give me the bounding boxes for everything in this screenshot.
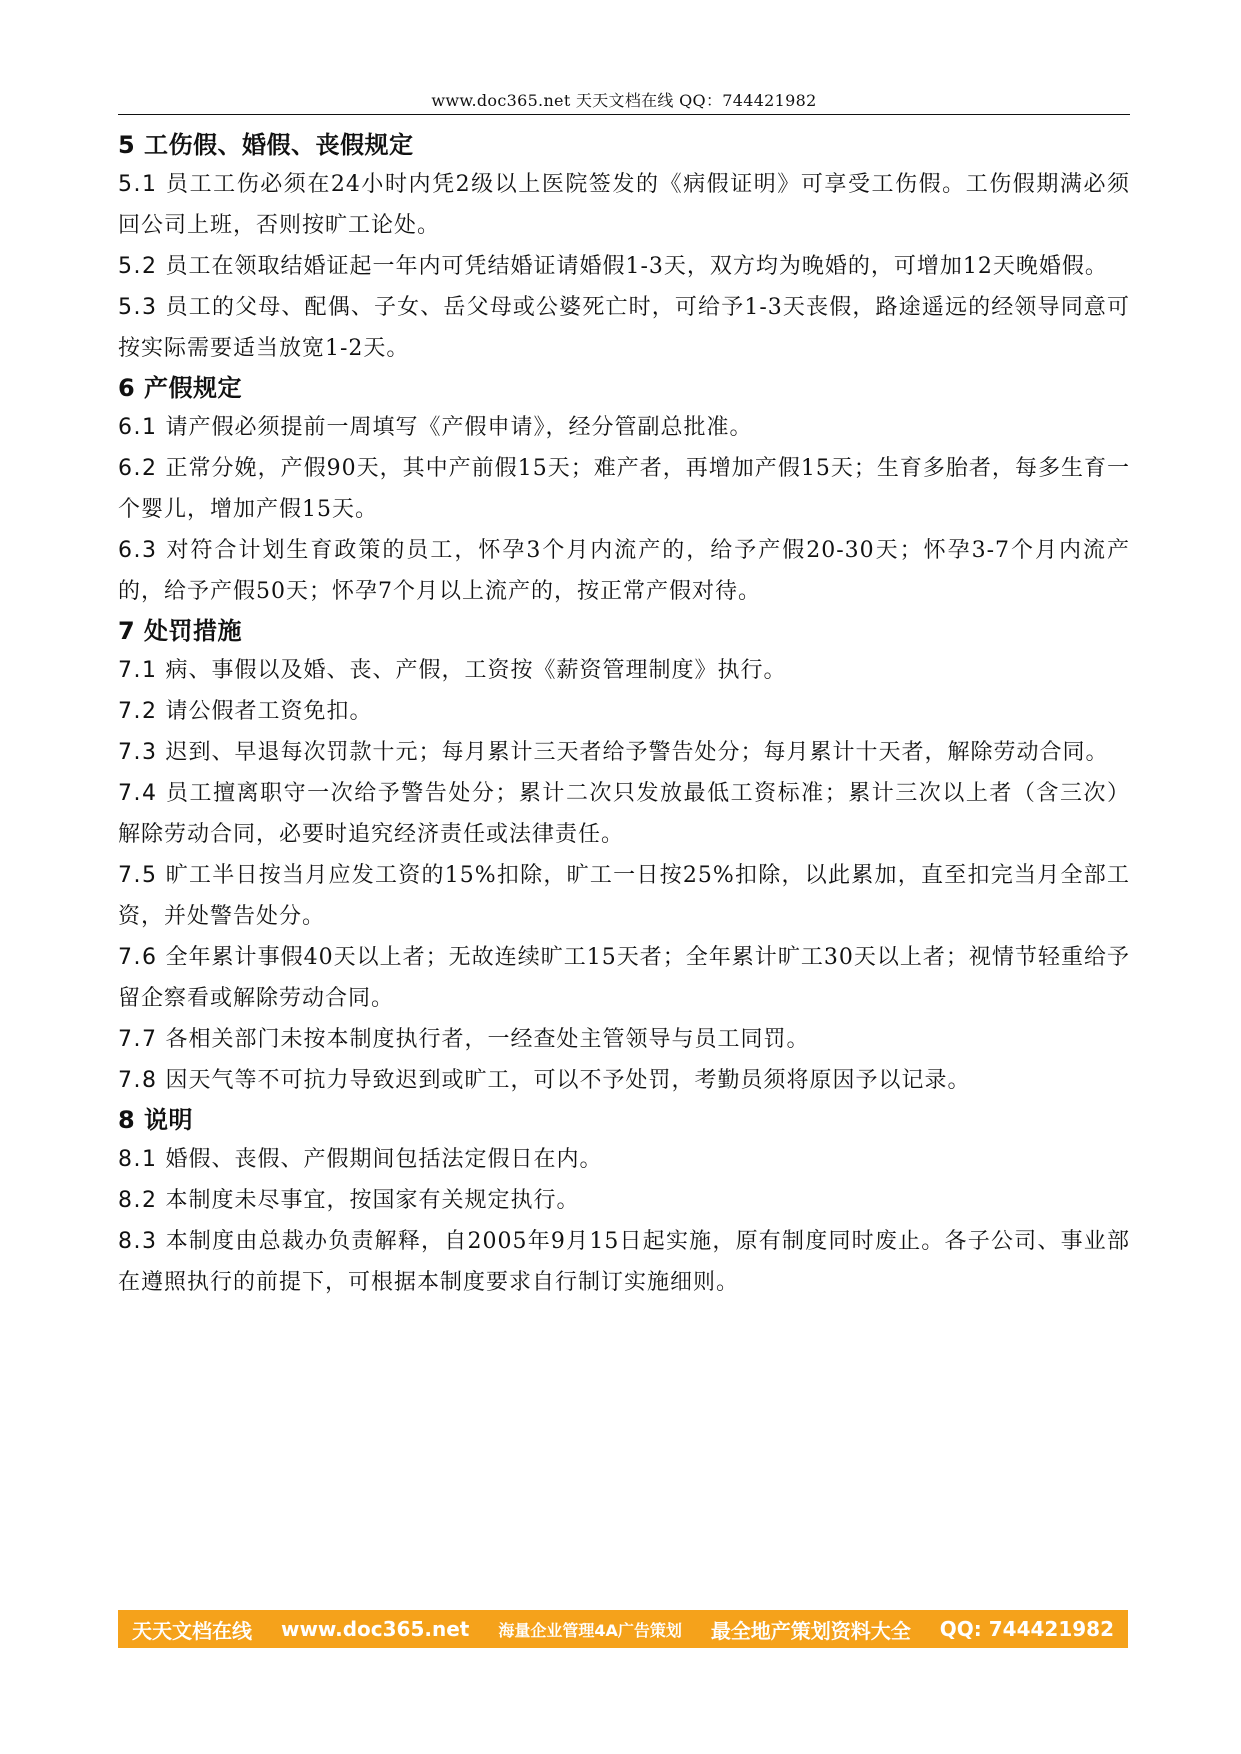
clause-text: 对符合计划生育政策的员工，怀孕3个月内流产的，给予产假20-30天；怀孕3-7个月内流产的，给予产假50天；怀孕7个月以上流产的，按正常产假对待。	[118, 538, 1130, 604]
header-divider	[118, 114, 1130, 115]
clause-number: 7.7	[118, 1027, 158, 1052]
clause-text: 请产假必须提前一周填写《产假申请》，经分管副总批准。	[165, 415, 753, 440]
clause-8-1	[118, 1139, 1130, 1180]
clause-text: 婚假、丧假、产假期间包括法定假日在内。	[165, 1147, 603, 1172]
clause-number: 7.3	[118, 740, 158, 765]
clause-number: 6.1	[118, 415, 158, 440]
clause-number: 6.3	[118, 538, 158, 563]
clause-number: 7.1	[118, 658, 158, 683]
clause-number: 7.2	[118, 699, 158, 724]
clause-number: 8.1	[118, 1147, 158, 1172]
clause-text: 员工擅离职守一次给予警告处分；累计二次只发放最低工资标准；累计三次以上者（含三次）解除劳动合同，必要时追究经济责任或法律责任。	[118, 781, 1130, 847]
clause-text: 旷工半日按当月应发工资的15%扣除，旷工一日按25%扣除，以此累加，直至扣完当月全部工资，并处警告处分。	[118, 863, 1130, 929]
clause-text: 迟到、早退每次罚款十元；每月累计三天者给予警告处分；每月累计十天者，解除劳动合同。	[165, 740, 1109, 765]
clause-7-2	[118, 691, 1130, 732]
section-heading: 8 说明	[118, 1106, 194, 1134]
footer-url[interactable]: www.doc365.net	[280, 1617, 470, 1641]
clause-5-1	[118, 164, 1130, 246]
clause-text: 全年累计事假40天以上者；无故连续旷工15天者；全年累计旷工30天以上者；视情节轻重给予留企察看或解除劳动合同。	[118, 945, 1130, 1011]
footer-site-name: 天天文档在线	[132, 1618, 252, 1643]
clause-number: 5.1	[118, 172, 158, 197]
clause-7-8	[118, 1060, 1130, 1101]
clause-number: 5.2	[118, 254, 158, 279]
clause-text: 因天气等不可抗力导致迟到或旷工，可以不予处罚，考勤员须将原因予以记录。	[165, 1068, 971, 1093]
clause-number: 7.5	[118, 863, 158, 888]
clause-5-3	[118, 287, 1130, 369]
clause-text: 本制度由总裁办负责解释，自2005年9月15日起实施，原有制度同时废止。各子公司、事业部在遵照执行的前提下，可根据本制度要求自行制订实施细则。	[118, 1229, 1131, 1295]
clause-6-1	[118, 407, 1130, 448]
section-7	[118, 612, 1130, 1101]
section-6	[118, 369, 1130, 612]
clause-8-2	[118, 1180, 1130, 1221]
clause-7-1	[118, 650, 1130, 691]
clause-number: 8.2	[118, 1188, 158, 1213]
footer-qq: QQ: 744421982	[939, 1617, 1114, 1641]
clause-number: 6.2	[118, 456, 158, 481]
footer-slogan-realestate: 最全地产策划资料大全	[710, 1618, 911, 1643]
clause-7-6	[118, 937, 1130, 1019]
section-8	[118, 1101, 1130, 1303]
footer-slogan-ads: 海量企业管理4A广告策划	[498, 1620, 682, 1640]
section-5	[118, 126, 1130, 369]
clause-text: 本制度未尽事宜，按国家有关规定执行。	[165, 1188, 580, 1213]
clause-5-2	[118, 246, 1130, 287]
clause-number: 7.4	[118, 781, 158, 806]
clause-text: 正常分娩，产假90天，其中产前假15天；难产者，再增加产假15天；生育多胎者，每多生育一个婴儿，增加产假15天。	[118, 456, 1130, 522]
section-heading: 5 工伤假、婚假、丧假规定	[118, 131, 414, 159]
clause-number: 5.3	[118, 295, 158, 320]
clause-7-3	[118, 732, 1130, 773]
clause-7-7	[118, 1019, 1130, 1060]
clause-6-2	[118, 448, 1130, 530]
footer-banner	[118, 1610, 1128, 1648]
clause-7-5	[118, 855, 1130, 937]
clause-text: 各相关部门未按本制度执行者，一经查处主管领导与员工同罚。	[165, 1027, 810, 1052]
clause-text: 员工工伤必须在24小时内凭2级以上医院签发的《病假证明》可享受工伤假。工伤假期满必须回公司上班，否则按旷工论处。	[118, 172, 1130, 238]
clause-number: 7.8	[118, 1068, 158, 1093]
page-header: www.doc365.net 天天文档在线 QQ：744421982	[431, 91, 817, 110]
clause-8-3	[118, 1221, 1130, 1303]
clause-number: 7.6	[118, 945, 158, 970]
document-body	[118, 126, 1130, 1303]
clause-text: 病、事假以及婚、丧、产假，工资按《薪资管理制度》执行。	[165, 658, 787, 683]
clause-text: 员工在领取结婚证起一年内可凭结婚证请婚假1-3天，双方均为晚婚的，可增加12天晚婚假。	[165, 254, 1108, 279]
clause-text: 员工的父母、配偶、子女、岳父母或公婆死亡时，可给予1-3天丧假，路途遥远的经领导同意可按实际需要适当放宽1-2天。	[118, 295, 1131, 361]
section-heading: 7 处罚措施	[118, 617, 243, 645]
section-heading: 6 产假规定	[118, 374, 243, 402]
clause-7-4	[118, 773, 1130, 855]
clause-6-3	[118, 530, 1130, 612]
clause-number: 8.3	[118, 1229, 158, 1254]
clause-text: 请公假者工资免扣。	[165, 699, 373, 724]
